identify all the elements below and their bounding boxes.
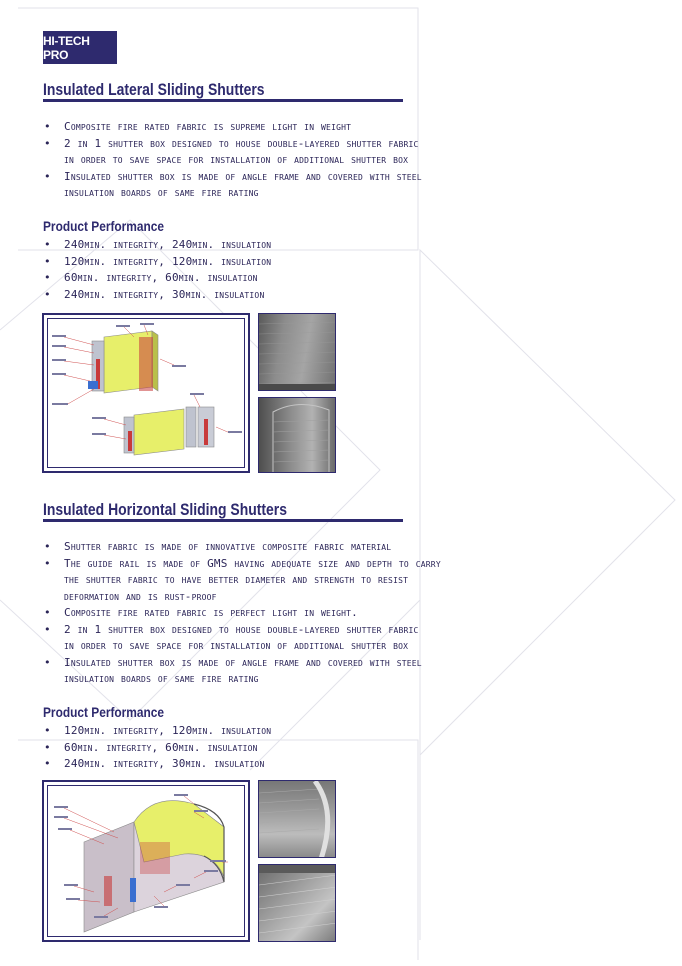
- list-item: • 240min. integrity, 30min. insulation: [43, 287, 271, 304]
- list-item: • Shutter fabric is made of innovative composite fabric material: [43, 539, 441, 556]
- lateral-shutter-diagram: [42, 313, 250, 473]
- list-item: • 240min. integrity, 30min. insulation: [43, 756, 271, 773]
- list-item: • 2 in 1 shutter box designed to house double-layered shutter fabric in order to save space for installation of additional shutter box: [43, 136, 422, 169]
- lateral-shutter-photo-1: [258, 313, 336, 391]
- list-item: • 60min. integrity, 60min. insulation: [43, 270, 271, 287]
- list-item: • 120min. integrity, 120min. insulation: [43, 254, 271, 271]
- list-item: • The guide rail is made of GMS having adequate size and depth to carry the shutter fabric to have better diameter and strength to resist deformation and is rust-proof: [43, 556, 441, 606]
- section2-feature-list: [43, 539, 441, 688]
- section1-performance-title: Product Performance: [43, 218, 165, 234]
- list-item: • Composite fire rated fabric is supreme light in weight: [43, 119, 422, 136]
- lateral-shutter-photo-2: [258, 397, 336, 473]
- list-item: • Insulated shutter box is made of angle frame and covered with steel insulation boards of same fire rating: [43, 169, 422, 202]
- section1-performance-list: [43, 237, 271, 303]
- section2-performance-title: Product Performance: [43, 704, 165, 720]
- section2-title: Insulated Horizontal Sliding Shutters: [43, 500, 287, 519]
- company-logo: HI-TECH PRO: [43, 31, 117, 64]
- list-item: • Insulated shutter box is made of angle frame and covered with steel insulation boards of same fire rating: [43, 655, 441, 688]
- horizontal-shutter-photo-2: [258, 864, 336, 942]
- horizontal-shutter-photo-1: [258, 780, 336, 858]
- section1-title-rule: [43, 99, 403, 102]
- list-item: • 120min. integrity, 120min. insulation: [43, 723, 271, 740]
- section2-title-rule: [43, 519, 403, 522]
- list-item: • 240min. integrity, 240min. insulation: [43, 237, 271, 254]
- section2-performance-list: [43, 723, 271, 773]
- horizontal-shutter-diagram: [42, 780, 250, 942]
- list-item: • Composite fire rated fabric is perfect light in weight.: [43, 605, 441, 622]
- section1-feature-list: [43, 119, 422, 202]
- list-item: • 60min. integrity, 60min. insulation: [43, 740, 271, 757]
- section1-title: Insulated Lateral Sliding Shutters: [43, 80, 265, 99]
- list-item: • 2 in 1 shutter box designed to house double-layered shutter fabric in order to save space for installation of additional shutter box: [43, 622, 441, 655]
